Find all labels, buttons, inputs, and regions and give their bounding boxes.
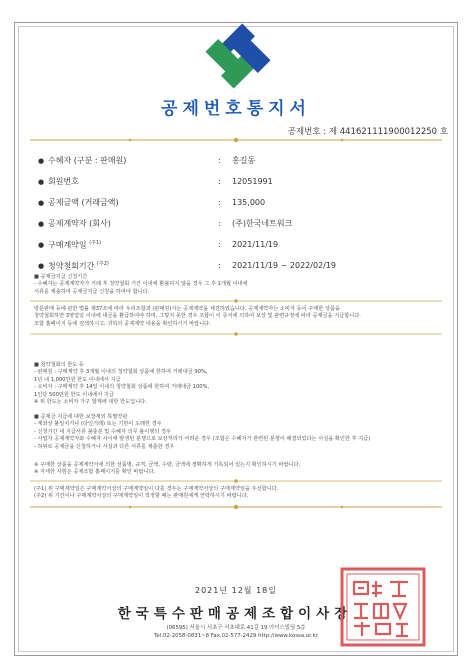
footnote-marker: (주1) [89, 240, 102, 246]
field-row-withdrawal-period: ● 청약철회기간 $^{(주2)}$ : 2021/11/19 ~ 2022/02/19 [38, 261, 337, 271]
notes-footnotes: (주1) 위 구매계약일은 구매계약서상의 구매계약일이 다를 경우는 구매계약서상의 구매계약일을 우선합니다. (주2) 위 기간이나 구매계약서상의 구매계약일이 적정할 때는 판매원에게 연락하시기 바랍니다. [34, 486, 279, 500]
footnote-marker: (주2) [96, 261, 109, 267]
field-row-member-no: ● 회원번호 : 12051991 [38, 177, 273, 186]
document-title: 공제번호통지서 [161, 99, 311, 119]
field-value: 2021/11/19 [232, 240, 279, 250]
field-label: 공제계약자 (회사) [48, 219, 111, 228]
gold-divider [30, 297, 442, 305]
bullet-icon: ● [38, 198, 45, 207]
bullet-icon: ● [38, 261, 45, 270]
bullet-icon: ● [38, 156, 45, 165]
field-row-contract-date: ● 구매계약일 $^{(주1)}$ : 2021/11/19 [38, 240, 279, 250]
field-value: (주)한국네트워크 [232, 219, 293, 228]
field-label: 청약철회기간 $^{(주2)}$ [48, 261, 109, 271]
inner-border [18, 26, 454, 652]
field-row-recipient: ● 수혜자 (구분 : 판매원) : 홍길동 [38, 156, 256, 165]
field-value: 홍길동 [232, 156, 256, 165]
notes-claim-period: ■ 공제금지급 신청기간 - 수혜자는 공제계약자가 거래 후 청약철회 기간 이내에 환불하지 않을 경우 그 후 1개월 이내에 서류를 제출하여 공제금지급 신청을 하여야 합니다. [34, 274, 248, 295]
field-label: 회원번호 [48, 177, 79, 186]
issuer-name: 한국특수판매공제조합이사장 [117, 606, 353, 622]
field-value: 2021/11/19 ~ 2022/02/19 [232, 261, 337, 271]
field-row-contractor: ● 공제계약자 (회사) : (주)한국네트워크 [38, 219, 293, 228]
association-logo-icon [198, 16, 278, 96]
deduction-number: 공제번호 : 제 441621111900012250 호 [287, 127, 448, 137]
field-label: 수혜자 (구분 : 판매원) [48, 156, 127, 165]
bullet-icon: ● [38, 219, 45, 228]
field-row-amount: ● 공제금액 (거래금액) : 135,000 [38, 198, 266, 207]
notes-exclusions: ■ 공제금 지급에 대한 보장제외 특별약관 - 계좌상 불일치거나 (타인거래) 또는 기한이 도래한 경우 - 신청기간 내 지급서류 불충분 및 수혜자 의무 불이행의 경우 - 사업자 공제계약자와 수혜자 사이에 발생된 분쟁으로 보상처리가 어려운 경우 (조합은 수혜자가 관련된 분쟁이 해결되었다는 사실을 확인한 후 지급) - 허위로 공제금을 신청하거나 사실과 다른 서류를 제출한 경우 [34, 414, 371, 450]
notes-limits: ■ 청약철회의 한도 등 - 판매원 : 구매계약 후 3개월 이내의 청약철회 상품에 한하여 거래대금 90%, 1년 내 1,000만원 한도 이내에서 지급 - 소비자 : 구매계약 후 14일 이내의 청약철회 상품에 한하여 거래대금 100%, 1인당 500만원 한도 이내에서 지급 ※ 위 한도는 소비자 가구 합계에 대한 한도입니다. [34, 362, 210, 406]
field-label: 구매계약일 $^{(주1)}$ [48, 240, 102, 250]
bullet-icon: ● [38, 240, 45, 249]
official-seal-icon [338, 566, 428, 648]
gold-divider [30, 477, 442, 485]
field-value: 135,000 [232, 198, 266, 207]
gold-divider-bottom [30, 503, 442, 511]
field-value: 12051991 [232, 177, 273, 186]
issue-date: 2021년 12월 18일 [195, 586, 277, 595]
notes-legal-basis: 방문판매 등에 관한 법률 제37조에 따라 우리조합과 (판매원)사는 공제계약을 체결하였습니다. 공제계약자는 소비자 등이 구매한 상품을 청약철회하면 3영업일 이내에 대금을 환급하여야 하며, 그렇지 못한 경우 조합이 이 증서에 의하여 보상 및 관련규정에 따라 공제금을 지급합니다. 조합 홈페이지 등에 검색하시고, 귀하의 공제계약 내용을 확인하시기 바랍니다. [34, 306, 361, 327]
gold-divider-top [30, 136, 442, 144]
gold-divider [30, 330, 442, 338]
bullet-icon: ● [38, 177, 45, 186]
notes-confirm: ※ 구매한 상품을 공제계약서에 의한 상품명, 규격, 금액, 수량, 금액에 정확하게 기록되어 있는지 확인하시기 바랍니다. ※ 자세한 사항은 공제조합 홈페이지를 확인 바랍니다. [34, 462, 301, 476]
issuer-address: (06595) 서울시 서초구 서초대로 41길 19 아이스빌딩 5층 Tel.02-2058-0831~8 Fax.02-577-2429 http://www.kossa.or.kr [154, 625, 318, 639]
field-label: 공제금액 (거래금액) [48, 198, 119, 207]
